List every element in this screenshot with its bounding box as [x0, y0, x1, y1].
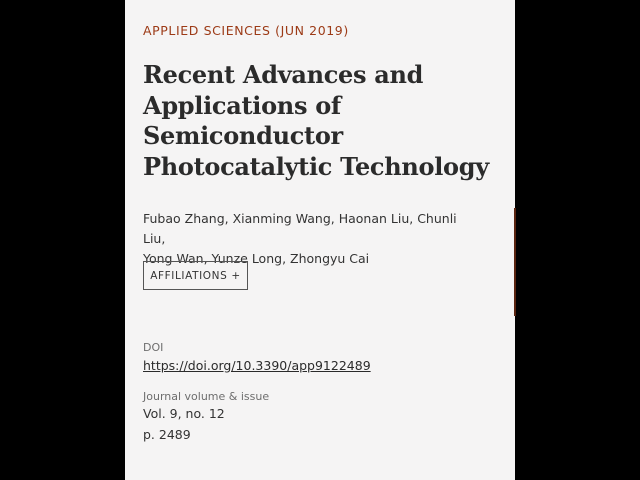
author-line: Fubao Zhang, Xianming Wang, Haonan Liu, Chunli Liu, [143, 211, 457, 246]
author-line: Yong Wan, Yunze Long, Zhongyu Cai [143, 251, 370, 266]
article-title: Recent Advances and Applications of Semiconductor Photocatalytic Technology [143, 60, 489, 181]
doi-link[interactable]: https://doi.org/10.3390/app9122489 [143, 358, 371, 373]
page-value: p. 2489 [143, 427, 191, 442]
volume-value: Vol. 9, no. 12 [143, 406, 225, 421]
journal-name: APPLIED SCIENCES (JUN 2019) [143, 23, 349, 38]
doi-label: DOI [143, 341, 164, 354]
article-card [125, 0, 515, 480]
affiliations-label: AFFILIATIONS [150, 269, 228, 282]
plus-icon: + [231, 269, 241, 282]
author-list [143, 209, 473, 269]
affiliations-button[interactable] [143, 261, 248, 290]
volume-issue-label: Journal volume & issue [143, 390, 270, 403]
side-accent-bar [514, 208, 516, 316]
